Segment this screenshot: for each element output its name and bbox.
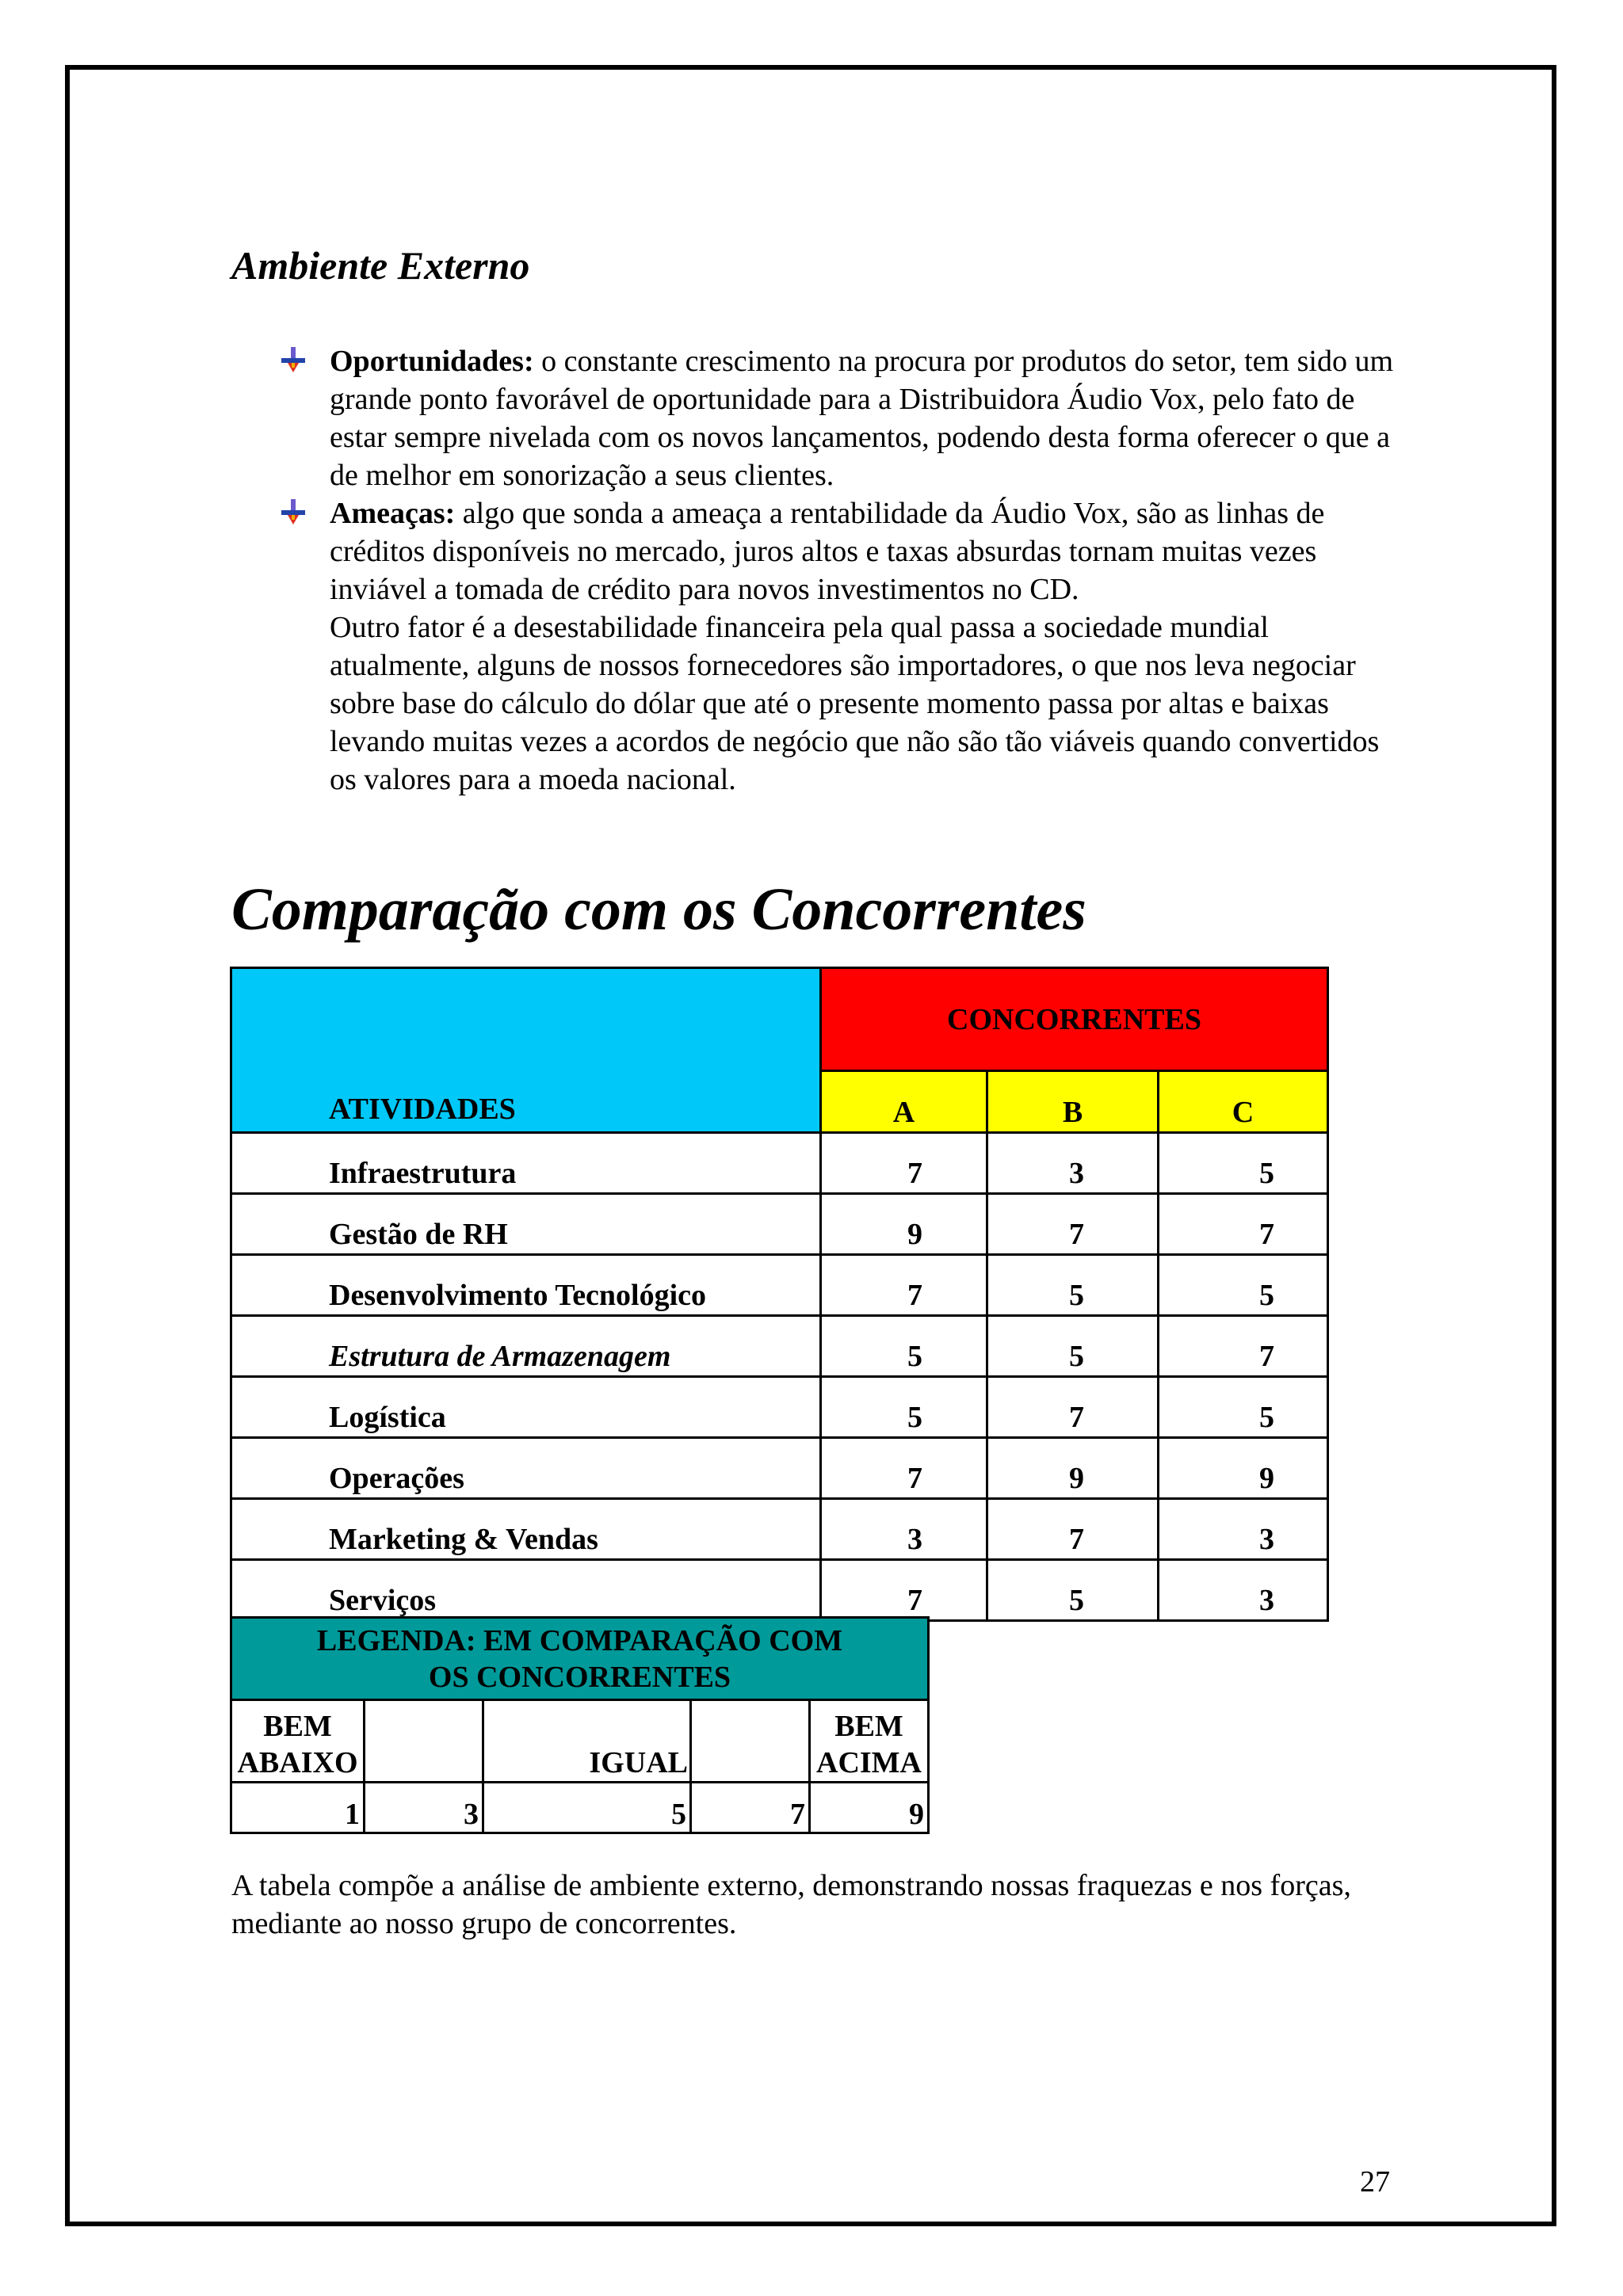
arrow-down-bullet-icon: [281, 347, 305, 372]
score-c: 3: [1159, 1560, 1328, 1621]
bullet-label: Ameaças:: [330, 497, 456, 530]
column-c-header: C: [1159, 1071, 1328, 1133]
legend-title: [231, 1618, 929, 1700]
score-c: 9: [1159, 1438, 1328, 1499]
activity-label: Estrutura de Armazenagem: [231, 1316, 821, 1377]
legend-scale-value: 1: [231, 1783, 365, 1833]
section-title: Ambiente Externo: [231, 243, 530, 288]
score-c: 5: [1159, 1377, 1328, 1438]
table-row: [231, 1194, 1328, 1255]
score-c: 7: [1159, 1316, 1328, 1377]
score-b: 7: [987, 1499, 1159, 1560]
score-a: 7: [821, 1255, 987, 1316]
column-a-header: A: [821, 1071, 987, 1133]
score-c: 3: [1159, 1499, 1328, 1560]
table-row: [231, 1133, 1328, 1194]
score-a: 5: [821, 1316, 987, 1377]
bullet-label: Oportunidades:: [330, 345, 534, 378]
legend-mid-label: IGUAL: [483, 1700, 691, 1783]
activities-header: ATIVIDADES: [231, 968, 821, 1133]
score-b: 7: [987, 1377, 1159, 1438]
score-a: 7: [821, 1438, 987, 1499]
legend-low-label: [231, 1700, 365, 1783]
legend-scale-value: 9: [810, 1783, 929, 1833]
score-a: 5: [821, 1377, 987, 1438]
score-b: 5: [987, 1316, 1159, 1377]
activity-label: Infraestrutura: [231, 1133, 821, 1194]
score-b: 3: [987, 1133, 1159, 1194]
competitors-header: CONCORRENTES: [821, 968, 1328, 1071]
activity-label: Logística: [231, 1377, 821, 1438]
score-b: 9: [987, 1438, 1159, 1499]
closing-paragraph: A tabela compõe a análise de ambiente externo, demonstrando nossas fraquezas e nos forças, mediante ao nosso grupo de concorrentes.: [231, 1869, 1351, 1940]
table-row: [231, 1316, 1328, 1377]
legend-low-line1: BEM: [263, 1710, 332, 1743]
activity-label: Gestão de RH: [231, 1194, 821, 1255]
competitor-table: [230, 967, 1329, 1622]
arrow-down-bullet-icon: [281, 499, 305, 524]
score-b: 7: [987, 1194, 1159, 1255]
legend-title-line1: LEGENDA: EM COMPARAÇÃO COM: [316, 1623, 843, 1657]
bullet-text: algo que sonda a ameaça a rentabilidade da Áudio Vox, são as linhas de créditos disponíveis no mercado, juros altos e taxas absurdas tornam muitas vezes inviável a tomada de crédito para novos investimentos no CD.: [330, 497, 1325, 606]
legend-table: [230, 1616, 930, 1834]
activity-label: Desenvolvimento Tecnológico: [231, 1255, 821, 1316]
legend-high-label: [810, 1700, 929, 1783]
column-b-header: B: [987, 1071, 1159, 1133]
legend-high-line2: ACIMA: [816, 1746, 922, 1779]
legend-scale-value: 7: [691, 1783, 810, 1833]
score-a: 3: [821, 1499, 987, 1560]
score-a: 7: [821, 1560, 987, 1621]
score-b: 5: [987, 1255, 1159, 1316]
comparison-title: Comparação com os Concorrentes: [231, 876, 1086, 943]
activity-label: Serviços: [231, 1560, 821, 1621]
table-row: [231, 1499, 1328, 1560]
activity-label: Marketing & Vendas: [231, 1499, 821, 1560]
legend-blank-cell: [691, 1700, 810, 1783]
score-c: 5: [1159, 1133, 1328, 1194]
score-c: 5: [1159, 1255, 1328, 1316]
bullet-oportunidades: [281, 342, 1407, 494]
bullet-list: [281, 342, 1407, 799]
legend-high-line1: BEM: [834, 1710, 903, 1743]
table-row: [231, 1438, 1328, 1499]
legend-low-line2: ABAIXO: [237, 1746, 358, 1779]
score-c: 7: [1159, 1194, 1328, 1255]
score-a: 9: [821, 1194, 987, 1255]
table-row: [231, 1255, 1328, 1316]
table-row: [231, 1560, 1328, 1621]
score-b: 5: [987, 1560, 1159, 1621]
legend-title-line2: OS CONCORRENTES: [428, 1660, 731, 1694]
bullet-ameacas: [281, 494, 1407, 799]
score-a: 7: [821, 1133, 987, 1194]
bullet-text-continued: Outro fator é a desestabilidade financeira pela qual passa a sociedade mundial atualmente, alguns de nossos fornecedores são importadores, o que nos leva negociar sobre base do cálculo do dólar que até o presente momento passa por altas e baixas levando muitas vezes a acordos de negócio que não são tão viáveis quando convertidos os valores para a moeda nacional.: [330, 611, 1380, 796]
legend-scale-value: 5: [483, 1783, 691, 1833]
page-number: 27: [1360, 2165, 1390, 2199]
table-row: [231, 1377, 1328, 1438]
activity-label: Operações: [231, 1438, 821, 1499]
legend-scale-value: 3: [365, 1783, 483, 1833]
bullet-text: o constante crescimento na procura por produtos do setor, tem sido um grande ponto favorável de oportunidade para a Distribuidora Áudio Vox, pelo fato de estar sempre nivelada com os novos lançamentos, podendo desta forma oferecer o que a de melhor em sonorização a seus clientes.: [330, 345, 1393, 492]
legend-blank-cell: [365, 1700, 483, 1783]
